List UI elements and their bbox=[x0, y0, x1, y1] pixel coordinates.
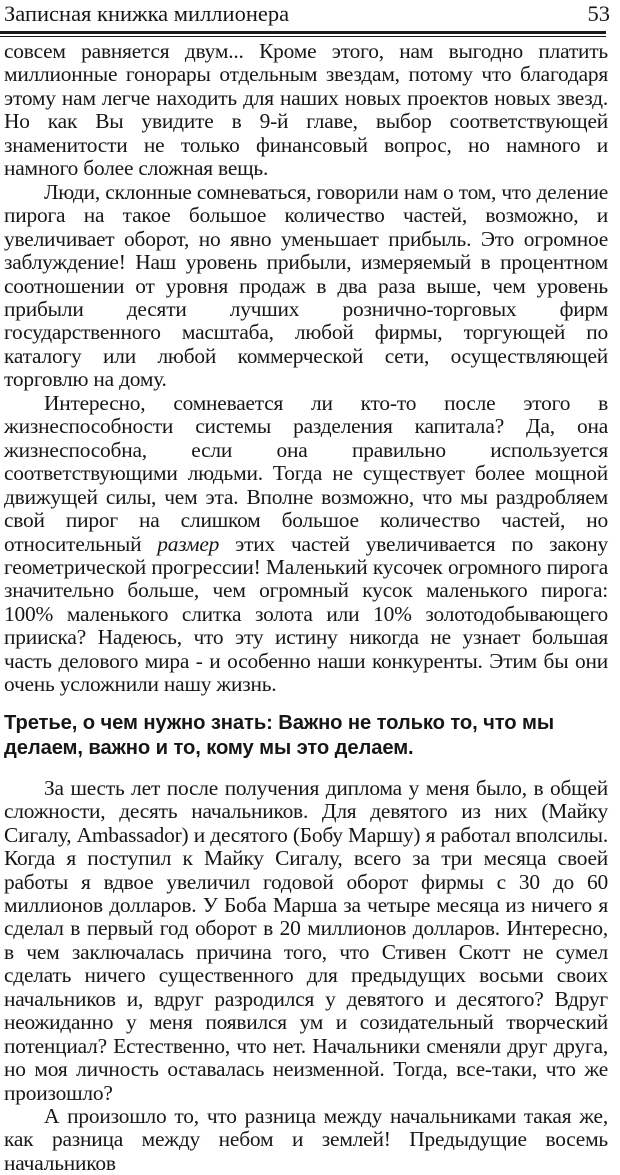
paragraph-4: За шесть лет после получения диплома у меня было, в общей сложности, десять начальников. Для девятого из них (Майку Сигалу, Ambassador) и десятого (Бобу Маршу) я работал вполсилы. Когда я поступил к Майку Сигалу, всего за три месяца своей работы я вдвое увеличил годовой оборот фирмы с 30 до 60 миллионов долларов. У Боба Марша за четыре месяца из ничего я сделал в первый год оборот в 20 миллионов долларов. Интересно, в чем заключалась причина того, что Стивен Скотт не сумел сделать ничего существенного для предыдущих восьми своих начальников и, вдруг разродился у девятого и десятого? Вдруг неожиданно у меня появился ум и созидательный творческий потенциал? Естественно, что нет. Начальники сменяли друг друга, но моя личность оставалась неизменной. Тогда, все-таки, что же произошло? bbox=[4, 775, 608, 1105]
header-rule-thick bbox=[0, 31, 606, 34]
book-title: Записная книжка миллионера bbox=[4, 1, 290, 26]
paragraph-3 bbox=[4, 392, 608, 697]
paragraph-1: совсем равняется двум... Кроме этого, нам выгодно платить миллионные гонорары отдельным звездам, потому что благодаря этому нам легче находить для наших новых проектов новых звезд. Но как Вы увидите в 9-й главе, выбор соответствующей знаменитости не только финансовый вопрос, но намного и намного более сложная вещь. bbox=[4, 39, 608, 181]
paragraph-3-text-end: этих частей увеличивается по закону геометрической прогрессии! Маленький кусочек огромного пирога значительно больше, чем огромный кусок маленького пирога: 100% маленького слитка золота или 10% золотодобывающего прииска? Надеюсь, что эту истину никогда не узнает большая часть делового мира - и особенно наши конкуренты. Этим бы они очень усложнили нашу жизнь. bbox=[4, 531, 608, 697]
running-header bbox=[4, 0, 610, 30]
emphasis-word: размер bbox=[157, 531, 220, 556]
page-number: 53 bbox=[587, 1, 610, 26]
paragraph-5: А произошло то, что разница между начальниками такая же, как разница между небом и землей! Предыдущие восемь начальников bbox=[4, 1104, 608, 1175]
header-rule-thin bbox=[0, 36, 606, 37]
paragraph-3-text-start: Интересно, сомневается ли кто-то после этого в жизнеспособности системы разделения капитала? Да, она жизнеспособна, если она правильно используется соответствующими людьми. Тогда не существует более мощной движущей силы, чем эта. Вполне возможно, что мы раздробляем свой пирог на слишком большое количество частей, но относительный bbox=[4, 390, 608, 556]
page-body bbox=[4, 40, 608, 1175]
section-heading: Третье, о чем нужно знать: Важно не только то, что мы делаем, важно и то, кому мы это делаем. bbox=[4, 711, 555, 759]
paragraph-2: Люди, склонные сомневаться, говорили нам о том, что деление пирога на такое большое количество частей, возможно, и увеличивает оборот, но явно уменьшает прибыль. Это огромное заблуждение! Наш уровень прибыли, измеряемый в процентном соотношении от уровня продаж в два раза выше, чем уровень прибыли десяти лучших рознично-торговых фирм государственного масштаба, любой фирмы, торгующей по каталогу или любой коммерческой сети, осуществляющей торговлю на дому. bbox=[4, 179, 608, 392]
